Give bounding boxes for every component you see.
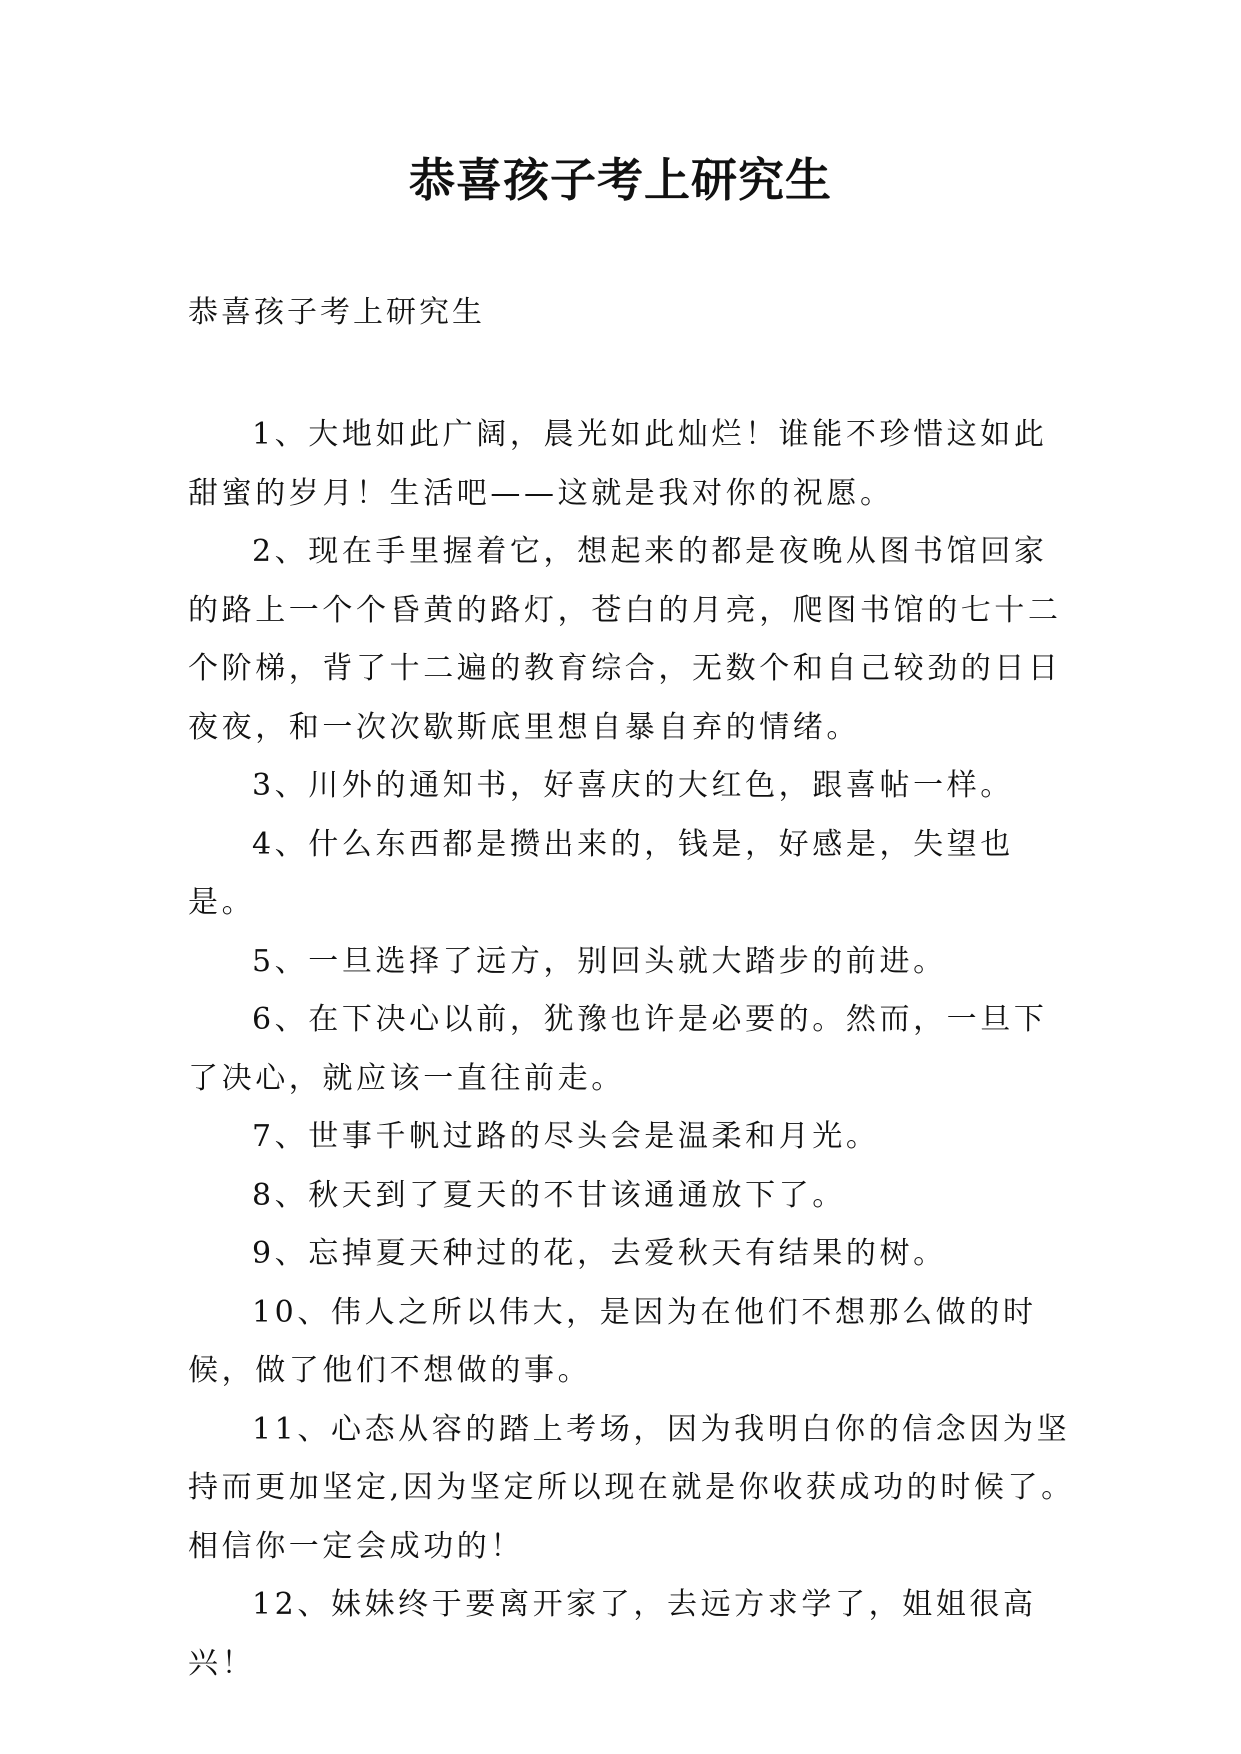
- paragraph-3: 3、川外的通知书，好喜庆的大红色，跟喜帖一样。: [252, 768, 1014, 803]
- paragraph-6: 6、在下决心以前，犹豫也许是必要的。然而，一旦下了决心，就应该一直往前走。: [188, 1002, 1048, 1096]
- paragraph-2: 2、现在手里握着它，想起来的都是夜晚从图书馆回家的路上一个个昏黄的路灯，苍白的月亮，爬图书馆的七十二个阶梯，背了十二遍的教育综合，无数个和自己较劲的日日夜夜，和一次次歇斯底里想自暴自弃的情绪。: [188, 534, 1062, 745]
- paragraph-11: 11、心态从容的踏上考场，因为我明白你的信念因为坚持而更加坚定,因为坚定所以现在就是你收获成功的时候了。相信你一定会成功的！: [188, 1411, 1075, 1564]
- paragraph-10: 10、伟人之所以伟大，是因为在他们不想那么做的时候，做了他们不想做的事。: [188, 1294, 1037, 1388]
- paragraph-8: 8、秋天到了夏天的不甘该通通放下了。: [252, 1177, 846, 1213]
- page-title: 恭喜孩子考上研究生: [409, 153, 832, 207]
- paragraph-1: 1、大地如此广阔，晨光如此灿烂！谁能不珍惜这如此甜蜜的岁月！生活吧——这就是我对你的祝愿。: [188, 417, 1048, 511]
- paragraph-5: 5、一旦选择了远方，别回头就大踏步的前进。: [252, 943, 947, 979]
- paragraph-4: 4、什么东西都是攒出来的，钱是，好感是，失望也是。: [188, 826, 1014, 920]
- paragraph-12: 12、妹妹终于要离开家了，去远方求学了，姐姐很高兴！: [188, 1587, 1037, 1681]
- paragraph-9: 9、忘掉夏天种过的花，去爱秋天有结果的树。: [252, 1236, 947, 1271]
- document-subtitle: 恭喜孩子考上研究生: [188, 295, 485, 330]
- document-body: [188, 406, 1078, 1693]
- paragraph-7: 7、世事千帆过路的尽头会是温柔和月光。: [252, 1119, 880, 1154]
